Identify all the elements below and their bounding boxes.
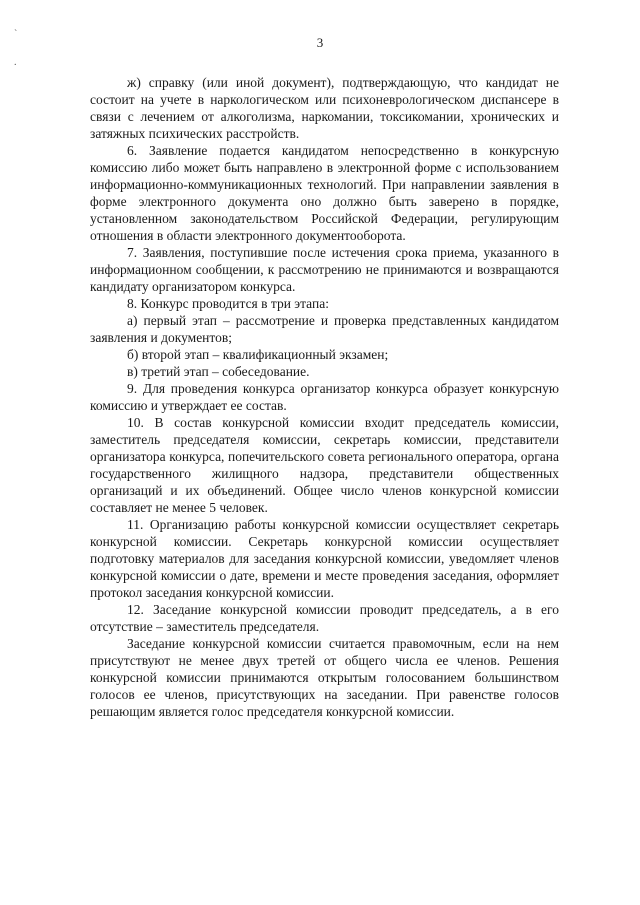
paragraph-12: 12. Заседание конкурсной комиссии проводит председатель, а в его отсутствие – заместитель председателя. [90,602,559,634]
paragraph-7: 7. Заявления, поступившие после истечения срока приема, указанного в информационном сообщении, к рассмотрению не принимаются и возвращаются кандидату организатором конкурса. [90,245,559,294]
paragraph-8: 8. Конкурс проводится в три этапа: [127,296,329,311]
paragraph-12-quorum: Заседание конкурсной комиссии считается правомочным, если на нем присутствуют не менее двух третей от общего числа ее членов. Решения конкурсной комиссии принимаются открытым голосованием большинством голосов ее членов, присутствующих на заседании. При равенстве голосов решающим является голос председателя конкурсной комиссии. [90,636,559,719]
paragraph-10: 10. В состав конкурсной комиссии входит председатель комиссии, заместитель председателя комиссии, секретарь комиссии, представители организатора конкурса, попечительского совета регионального оператора, органа государственного жилищного надзора, представители общественных организаций и их объединений. Общее число членов конкурсной комиссии составляет не менее 5 человек. [90,415,559,515]
paragraph-8-stage-b: б) второй этап – квалификационный экзамен; [127,347,389,362]
paragraph-11: 11. Организацию работы конкурсной комиссии осуществляет секретарь конкурсной комиссии. Секретарь конкурсной комиссии осуществляет подготовку материалов для заседания конкурсной комиссии, уведомляет членов конкурсной комиссии о дате, времени и месте проведения заседания, оформляет протокол заседания конкурсной комиссии. [90,517,559,600]
paragraph-9: 9. Для проведения конкурса организатор конкурса образует конкурсную комиссию и утверждает ее состав. [90,381,559,413]
document-body [90,74,559,720]
scan-mark: ` [14,29,18,40]
paragraph-6: 6. Заявление подается кандидатом непосредственно в конкурсную комиссию либо может быть направлено в электронной форме с использованием информационно-коммуникационных технологий. При направлении заявления в форме электронного документа оно должно быть заверено в порядке, установленном законодательством Российской Федерации, регулирующим отношения в области электронного документооборота. [90,143,559,243]
scan-mark: . [14,57,17,68]
paragraph-item-zh: ж) справку (или иной документ), подтверждающую, что кандидат не состоит на учете в наркологическом или психоневрологическом диспансере в связи с лечением от алкоголизма, наркомании, токсикомании, хронических и затяжных психических расстройств. [90,75,559,141]
page-number: 3 [316,35,324,50]
paragraph-8-stage-a: а) первый этап – рассмотрение и проверка представленных кандидатом заявления и документов; [90,313,559,345]
paragraph-8-stage-v: в) третий этап – собеседование. [127,364,310,379]
